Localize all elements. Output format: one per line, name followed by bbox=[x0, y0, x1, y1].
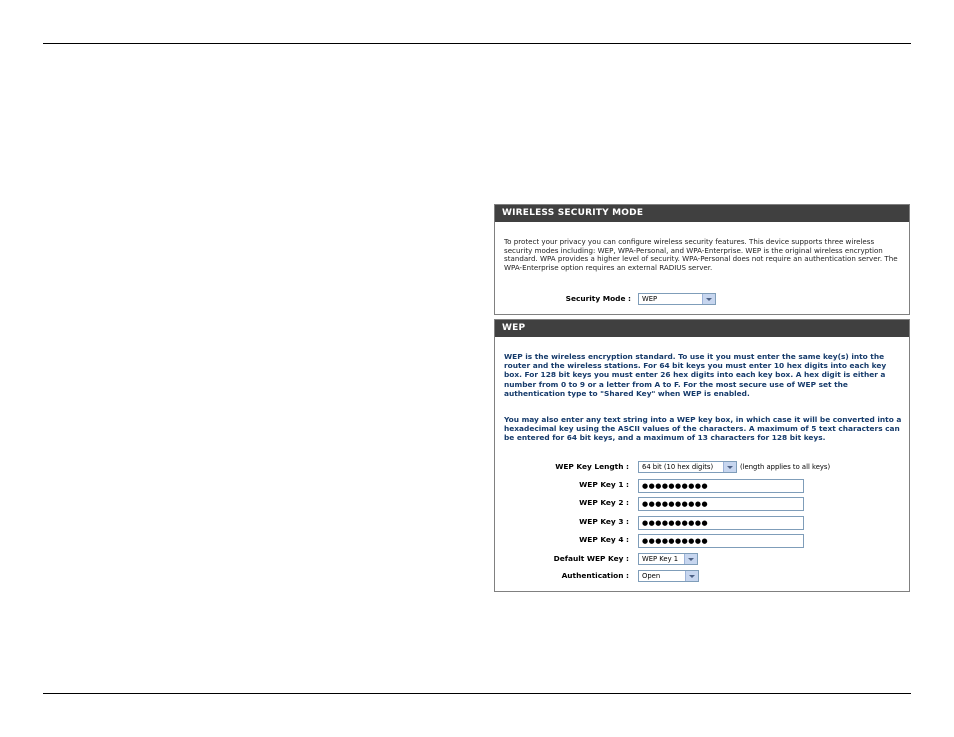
default-wep-key-select[interactable] bbox=[638, 553, 698, 565]
wep-key-length-row bbox=[495, 461, 909, 475]
wep-text-key-description: You may also enter any text string into a WEP key box, in which case it will be converted into a hexadecimal key using the ASCII values of the characters. A maximum of 5 text characters can be entered for 64 bit keys, and a maximum of 13 characters for 128 bit keys. bbox=[504, 415, 902, 443]
mode-description: To protect your privacy you can configure wireless security features. This device supports three wireless security modes including: WEP, WPA-Personal, and WPA-Enterprise. WEP is the original wireless encryption standard. WPA provides a higher level of security. WPA-Personal does not require an authentication server. The WPA-Enterprise option requires an external RADIUS server. bbox=[504, 237, 898, 272]
top-rule bbox=[43, 43, 911, 44]
wep-key-length-select[interactable] bbox=[638, 461, 737, 473]
security-mode-value: WEP bbox=[642, 295, 658, 303]
wep-key-length-label: WEP Key Length : bbox=[555, 462, 629, 471]
default-wep-key-value: WEP Key 1 bbox=[642, 555, 679, 563]
wep-key-4-row bbox=[495, 534, 909, 548]
wep-key-3-row bbox=[495, 516, 909, 530]
security-mode-label: Security Mode : bbox=[565, 294, 631, 303]
wep-key-1-input[interactable]: ●●●●●●●●●● bbox=[638, 479, 804, 493]
authentication-label: Authentication : bbox=[561, 571, 629, 580]
wep-key-4-label: WEP Key 4 : bbox=[579, 535, 629, 544]
wep-key-2-label: WEP Key 2 : bbox=[579, 498, 629, 507]
chevron-down-icon[interactable] bbox=[685, 571, 698, 581]
security-mode-row bbox=[495, 293, 909, 307]
authentication-select[interactable] bbox=[638, 570, 699, 582]
security-mode-select[interactable] bbox=[638, 293, 716, 305]
wireless-security-mode-panel bbox=[494, 204, 910, 315]
key-length-note: (length applies to all keys) bbox=[740, 463, 831, 471]
wep-key-1-row bbox=[495, 479, 909, 493]
wep-key-length-value: 64 bit (10 hex digits) bbox=[642, 463, 714, 471]
authentication-row bbox=[495, 570, 909, 584]
wep-key-2-row bbox=[495, 497, 909, 511]
default-wep-key-row bbox=[495, 553, 909, 567]
wep-key-3-input[interactable]: ●●●●●●●●●● bbox=[638, 516, 804, 530]
wep-key-4-input[interactable]: ●●●●●●●●●● bbox=[638, 534, 804, 548]
chevron-down-icon[interactable] bbox=[723, 462, 736, 472]
default-wep-key-label: Default WEP Key : bbox=[553, 554, 629, 563]
wep-description: WEP is the wireless encryption standard. To use it you must enter the same key(s) into the router and the wireless stations. For 64 bit keys you must enter 10 hex digits into each key box. For 128 bit keys you must enter 26 hex digits into each key box. A hex digit is either a number from 0 to 9 or a letter from A to F. For the most secure use of WEP set the authentication type to "Shared Key" when WEP is enabled. bbox=[504, 352, 887, 398]
panel-title: WEP bbox=[495, 320, 909, 337]
wep-key-1-label: WEP Key 1 : bbox=[579, 480, 629, 489]
chevron-down-icon[interactable] bbox=[684, 554, 697, 564]
wep-key-2-input[interactable]: ●●●●●●●●●● bbox=[638, 497, 804, 511]
bottom-rule bbox=[43, 693, 911, 694]
panel-title: WIRELESS SECURITY MODE bbox=[495, 205, 909, 222]
wep-panel bbox=[494, 319, 910, 592]
wep-key-3-label: WEP Key 3 : bbox=[579, 517, 629, 526]
chevron-down-icon[interactable] bbox=[702, 294, 715, 304]
authentication-value: Open bbox=[642, 572, 661, 580]
